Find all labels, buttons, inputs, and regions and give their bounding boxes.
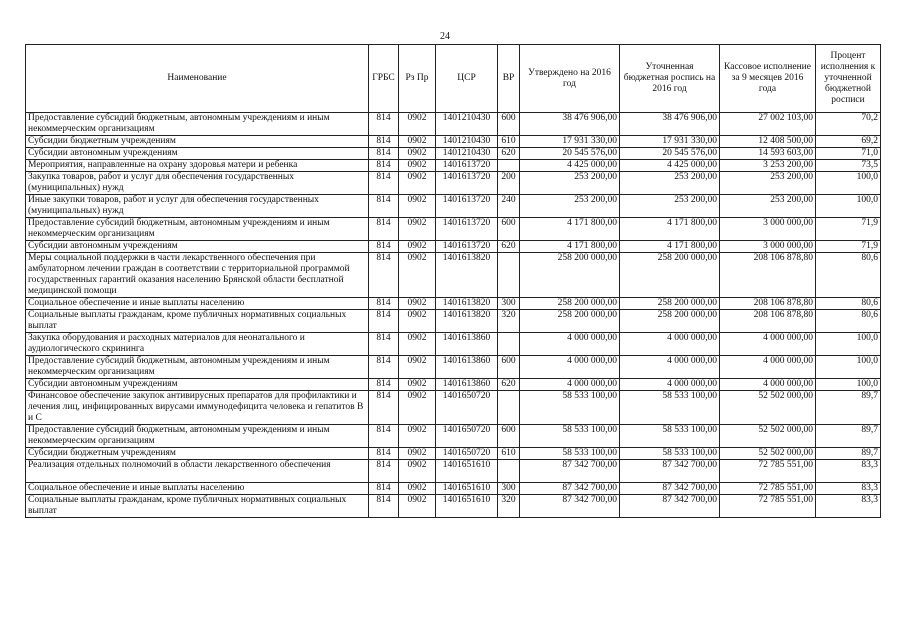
cell-rzpr: 0902: [399, 425, 436, 448]
cell-cash: 253 200,00: [720, 195, 816, 218]
cell-name: Предоставление субсидий бюджетным, автономным учреждениям и иным некоммерческим организациям: [26, 425, 369, 448]
header-vr: ВР: [498, 45, 520, 113]
cell-name: Субсидии автономным учреждениям: [26, 148, 369, 160]
cell-refined: 4 000 000,00: [620, 333, 720, 356]
cell-approved: 87 342 700,00: [520, 483, 620, 495]
cell-csr: 1401613820: [436, 253, 498, 298]
cell-cash: 72 785 551,00: [720, 495, 816, 518]
cell-rzpr: 0902: [399, 136, 436, 148]
cell-name: Субсидии автономным учреждениям: [26, 241, 369, 253]
cell-vr: 300: [498, 483, 520, 495]
cell-approved: 4 425 000,00: [520, 160, 620, 172]
cell-grbs: 814: [369, 483, 399, 495]
cell-refined: 4 171 800,00: [620, 241, 720, 253]
cell-csr: 1401613860: [436, 379, 498, 391]
cell-approved: 4 171 800,00: [520, 241, 620, 253]
cell-percent: 100,0: [816, 195, 881, 218]
cell-rzpr: 0902: [399, 460, 436, 483]
cell-cash: 208 106 878,80: [720, 310, 816, 333]
table-row: [26, 298, 881, 310]
cell-rzpr: 0902: [399, 195, 436, 218]
cell-csr: 1401613720: [436, 241, 498, 253]
cell-refined: 20 545 576,00: [620, 148, 720, 160]
cell-name: Реализация отдельных полномочий в области лекарственного обеспечения: [26, 460, 369, 483]
cell-grbs: 814: [369, 310, 399, 333]
cell-grbs: 814: [369, 160, 399, 172]
cell-cash: 72 785 551,00: [720, 460, 816, 483]
cell-vr: 600: [498, 356, 520, 379]
cell-refined: 258 200 000,00: [620, 310, 720, 333]
header-name: Наименование: [26, 45, 369, 113]
cell-vr: 600: [498, 425, 520, 448]
cell-name: Социальное обеспечение и иные выплаты населению: [26, 483, 369, 495]
cell-percent: 100,0: [816, 172, 881, 195]
cell-approved: 258 200 000,00: [520, 310, 620, 333]
cell-cash: 3 253 200,00: [720, 160, 816, 172]
cell-cash: 3 000 000,00: [720, 218, 816, 241]
cell-approved: 253 200,00: [520, 172, 620, 195]
table-row: [26, 148, 881, 160]
cell-vr: [498, 253, 520, 298]
header-approved: Утверждено на 2016 год: [520, 45, 620, 113]
cell-rzpr: 0902: [399, 253, 436, 298]
cell-cash: 4 000 000,00: [720, 356, 816, 379]
cell-grbs: 814: [369, 356, 399, 379]
header-row: [26, 45, 881, 113]
table-row: [26, 379, 881, 391]
cell-vr: 610: [498, 136, 520, 148]
cell-grbs: 814: [369, 379, 399, 391]
cell-approved: 4 000 000,00: [520, 379, 620, 391]
cell-approved: 258 200 000,00: [520, 298, 620, 310]
cell-percent: 69,2: [816, 136, 881, 148]
cell-refined: 4 171 800,00: [620, 218, 720, 241]
table-row: [26, 218, 881, 241]
cell-csr: 1401651610: [436, 483, 498, 495]
cell-cash: 72 785 551,00: [720, 483, 816, 495]
cell-percent: 80,6: [816, 310, 881, 333]
cell-vr: 620: [498, 241, 520, 253]
cell-vr: 300: [498, 298, 520, 310]
table-row: [26, 310, 881, 333]
cell-cash: 52 502 000,00: [720, 425, 816, 448]
cell-name: Финансовое обеспечение закупок антивирусных препаратов для профилактики и лечения лиц, инфицированных вирусами иммунодефицита человека и гепатитов В и С: [26, 391, 369, 425]
cell-rzpr: 0902: [399, 113, 436, 136]
header-percent: Процент исполнения к уточненной бюджетной росписи: [816, 45, 881, 113]
cell-grbs: 814: [369, 298, 399, 310]
cell-grbs: 814: [369, 391, 399, 425]
table-row: [26, 425, 881, 448]
cell-refined: 38 476 906,00: [620, 113, 720, 136]
cell-approved: 17 931 330,00: [520, 136, 620, 148]
table-row: [26, 113, 881, 136]
cell-cash: 52 502 000,00: [720, 391, 816, 425]
cell-approved: 258 200 000,00: [520, 253, 620, 298]
cell-refined: 4 425 000,00: [620, 160, 720, 172]
cell-grbs: 814: [369, 195, 399, 218]
cell-vr: 610: [498, 448, 520, 460]
cell-vr: [498, 391, 520, 425]
cell-csr: 1401613820: [436, 310, 498, 333]
cell-csr: 1401613720: [436, 195, 498, 218]
cell-grbs: 814: [369, 172, 399, 195]
cell-refined: 4 000 000,00: [620, 379, 720, 391]
header-rzpr: Рз Пр: [399, 45, 436, 113]
cell-vr: 600: [498, 218, 520, 241]
cell-vr: [498, 333, 520, 356]
cell-vr: [498, 460, 520, 483]
cell-vr: 620: [498, 379, 520, 391]
table-row: [26, 253, 881, 298]
header-refined: Уточненная бюджетная роспись на 2016 год: [620, 45, 720, 113]
cell-percent: 71,0: [816, 148, 881, 160]
cell-rzpr: 0902: [399, 495, 436, 518]
cell-approved: 4 171 800,00: [520, 218, 620, 241]
cell-name: Меры социальной поддержки в части лекарственного обеспечения при амбулаторном лечении граждан в соответствии с территориальной программой государственных гарантий оказания населению Брянской области бесплатной медицинской помощи: [26, 253, 369, 298]
cell-refined: 253 200,00: [620, 195, 720, 218]
cell-rzpr: 0902: [399, 333, 436, 356]
cell-percent: 80,6: [816, 253, 881, 298]
cell-percent: 89,7: [816, 391, 881, 425]
cell-percent: 100,0: [816, 379, 881, 391]
cell-grbs: 814: [369, 136, 399, 148]
cell-grbs: 814: [369, 425, 399, 448]
cell-approved: 20 545 576,00: [520, 148, 620, 160]
cell-percent: 89,7: [816, 448, 881, 460]
cell-approved: 38 476 906,00: [520, 113, 620, 136]
cell-rzpr: 0902: [399, 160, 436, 172]
cell-csr: 1401651610: [436, 495, 498, 518]
cell-grbs: 814: [369, 148, 399, 160]
cell-approved: 58 533 100,00: [520, 448, 620, 460]
cell-refined: 58 533 100,00: [620, 391, 720, 425]
cell-cash: 3 000 000,00: [720, 241, 816, 253]
cell-refined: 87 342 700,00: [620, 495, 720, 518]
cell-percent: 100,0: [816, 333, 881, 356]
cell-cash: 27 002 103,00: [720, 113, 816, 136]
cell-percent: 80,6: [816, 298, 881, 310]
cell-cash: 208 106 878,80: [720, 253, 816, 298]
cell-rzpr: 0902: [399, 241, 436, 253]
budget-table: [25, 44, 881, 518]
table-row: [26, 136, 881, 148]
cell-refined: 4 000 000,00: [620, 356, 720, 379]
cell-vr: 600: [498, 113, 520, 136]
cell-csr: 1401650720: [436, 391, 498, 425]
cell-vr: 240: [498, 195, 520, 218]
cell-grbs: 814: [369, 253, 399, 298]
cell-grbs: 814: [369, 218, 399, 241]
cell-name: Закупка оборудования и расходных материалов для неонатального и аудиологического скрининга: [26, 333, 369, 356]
cell-approved: 58 533 100,00: [520, 391, 620, 425]
cell-name: Субсидии бюджетным учреждениям: [26, 136, 369, 148]
cell-grbs: 814: [369, 495, 399, 518]
cell-approved: 4 000 000,00: [520, 333, 620, 356]
cell-csr: 1401650720: [436, 448, 498, 460]
cell-cash: 12 408 500,00: [720, 136, 816, 148]
cell-cash: 253 200,00: [720, 172, 816, 195]
cell-refined: 258 200 000,00: [620, 298, 720, 310]
cell-csr: 1401210430: [436, 113, 498, 136]
cell-name: Предоставление субсидий бюджетным, автономным учреждениям и иным некоммерческим организациям: [26, 218, 369, 241]
cell-name: Предоставление субсидий бюджетным, автономным учреждениям и иным некоммерческим организациям: [26, 356, 369, 379]
page-number: 24: [440, 31, 450, 42]
cell-percent: 70,2: [816, 113, 881, 136]
table-row: [26, 241, 881, 253]
cell-percent: 83,3: [816, 460, 881, 483]
cell-vr: 200: [498, 172, 520, 195]
cell-csr: 1401613720: [436, 172, 498, 195]
cell-name: Социальное обеспечение и иные выплаты населению: [26, 298, 369, 310]
cell-csr: 1401613860: [436, 333, 498, 356]
header-cash: Кассовое исполнение за 9 месяцев 2016 года: [720, 45, 816, 113]
cell-grbs: 814: [369, 241, 399, 253]
cell-rzpr: 0902: [399, 218, 436, 241]
cell-grbs: 814: [369, 448, 399, 460]
cell-rzpr: 0902: [399, 148, 436, 160]
cell-refined: 58 533 100,00: [620, 448, 720, 460]
cell-name: Социальные выплаты гражданам, кроме публичных нормативных социальных выплат: [26, 310, 369, 333]
cell-csr: 1401210430: [436, 136, 498, 148]
cell-name: Субсидии автономным учреждениям: [26, 379, 369, 391]
cell-vr: 320: [498, 495, 520, 518]
table-row: [26, 333, 881, 356]
cell-rzpr: 0902: [399, 298, 436, 310]
cell-name: Субсидии бюджетным учреждениям: [26, 448, 369, 460]
cell-grbs: 814: [369, 113, 399, 136]
cell-approved: 4 000 000,00: [520, 356, 620, 379]
cell-rzpr: 0902: [399, 379, 436, 391]
header-grbs: ГРБС: [369, 45, 399, 113]
cell-rzpr: 0902: [399, 391, 436, 425]
cell-approved: 87 342 700,00: [520, 460, 620, 483]
cell-name: Закупка товаров, работ и услуг для обеспечения государственных (муниципальных) нужд: [26, 172, 369, 195]
cell-approved: 253 200,00: [520, 195, 620, 218]
cell-cash: 4 000 000,00: [720, 379, 816, 391]
cell-name: Предоставление субсидий бюджетным, автономным учреждениям и иным некоммерческим организациям: [26, 113, 369, 136]
cell-cash: 14 593 603,00: [720, 148, 816, 160]
cell-refined: 87 342 700,00: [620, 460, 720, 483]
cell-csr: 1401651610: [436, 460, 498, 483]
cell-percent: 89,7: [816, 425, 881, 448]
table-row: [26, 356, 881, 379]
cell-refined: 253 200,00: [620, 172, 720, 195]
header-csr: ЦСР: [436, 45, 498, 113]
cell-refined: 258 200 000,00: [620, 253, 720, 298]
cell-cash: 208 106 878,80: [720, 298, 816, 310]
cell-rzpr: 0902: [399, 483, 436, 495]
cell-refined: 58 533 100,00: [620, 425, 720, 448]
table-row: [26, 195, 881, 218]
cell-percent: 83,3: [816, 483, 881, 495]
table-row: [26, 160, 881, 172]
table-row: [26, 391, 881, 425]
cell-vr: 320: [498, 310, 520, 333]
cell-name: Иные закупки товаров, работ и услуг для обеспечения государственных (муниципальных) нужд: [26, 195, 369, 218]
cell-rzpr: 0902: [399, 448, 436, 460]
cell-cash: 4 000 000,00: [720, 333, 816, 356]
table-row: [26, 448, 881, 460]
table-row: [26, 172, 881, 195]
cell-rzpr: 0902: [399, 172, 436, 195]
cell-csr: 1401613860: [436, 356, 498, 379]
cell-csr: 1401650720: [436, 425, 498, 448]
table-row: [26, 460, 881, 483]
table-row: [26, 495, 881, 518]
cell-csr: 1401613820: [436, 298, 498, 310]
cell-refined: 87 342 700,00: [620, 483, 720, 495]
cell-percent: 73,5: [816, 160, 881, 172]
cell-name: Мероприятия, направленные на охрану здоровья матери и ребенка: [26, 160, 369, 172]
cell-csr: 1401613720: [436, 218, 498, 241]
cell-approved: 87 342 700,00: [520, 495, 620, 518]
cell-rzpr: 0902: [399, 310, 436, 333]
cell-rzpr: 0902: [399, 356, 436, 379]
cell-grbs: 814: [369, 333, 399, 356]
cell-vr: [498, 160, 520, 172]
table-row: [26, 483, 881, 495]
cell-name: Социальные выплаты гражданам, кроме публичных нормативных социальных выплат: [26, 495, 369, 518]
cell-csr: 1401613720: [436, 160, 498, 172]
cell-percent: 71,9: [816, 218, 881, 241]
cell-percent: 100,0: [816, 356, 881, 379]
cell-csr: 1401210430: [436, 148, 498, 160]
cell-percent: 71,9: [816, 241, 881, 253]
cell-refined: 17 931 330,00: [620, 136, 720, 148]
cell-grbs: 814: [369, 460, 399, 483]
cell-approved: 58 533 100,00: [520, 425, 620, 448]
cell-percent: 83,3: [816, 495, 881, 518]
cell-vr: 620: [498, 148, 520, 160]
cell-cash: 52 502 000,00: [720, 448, 816, 460]
